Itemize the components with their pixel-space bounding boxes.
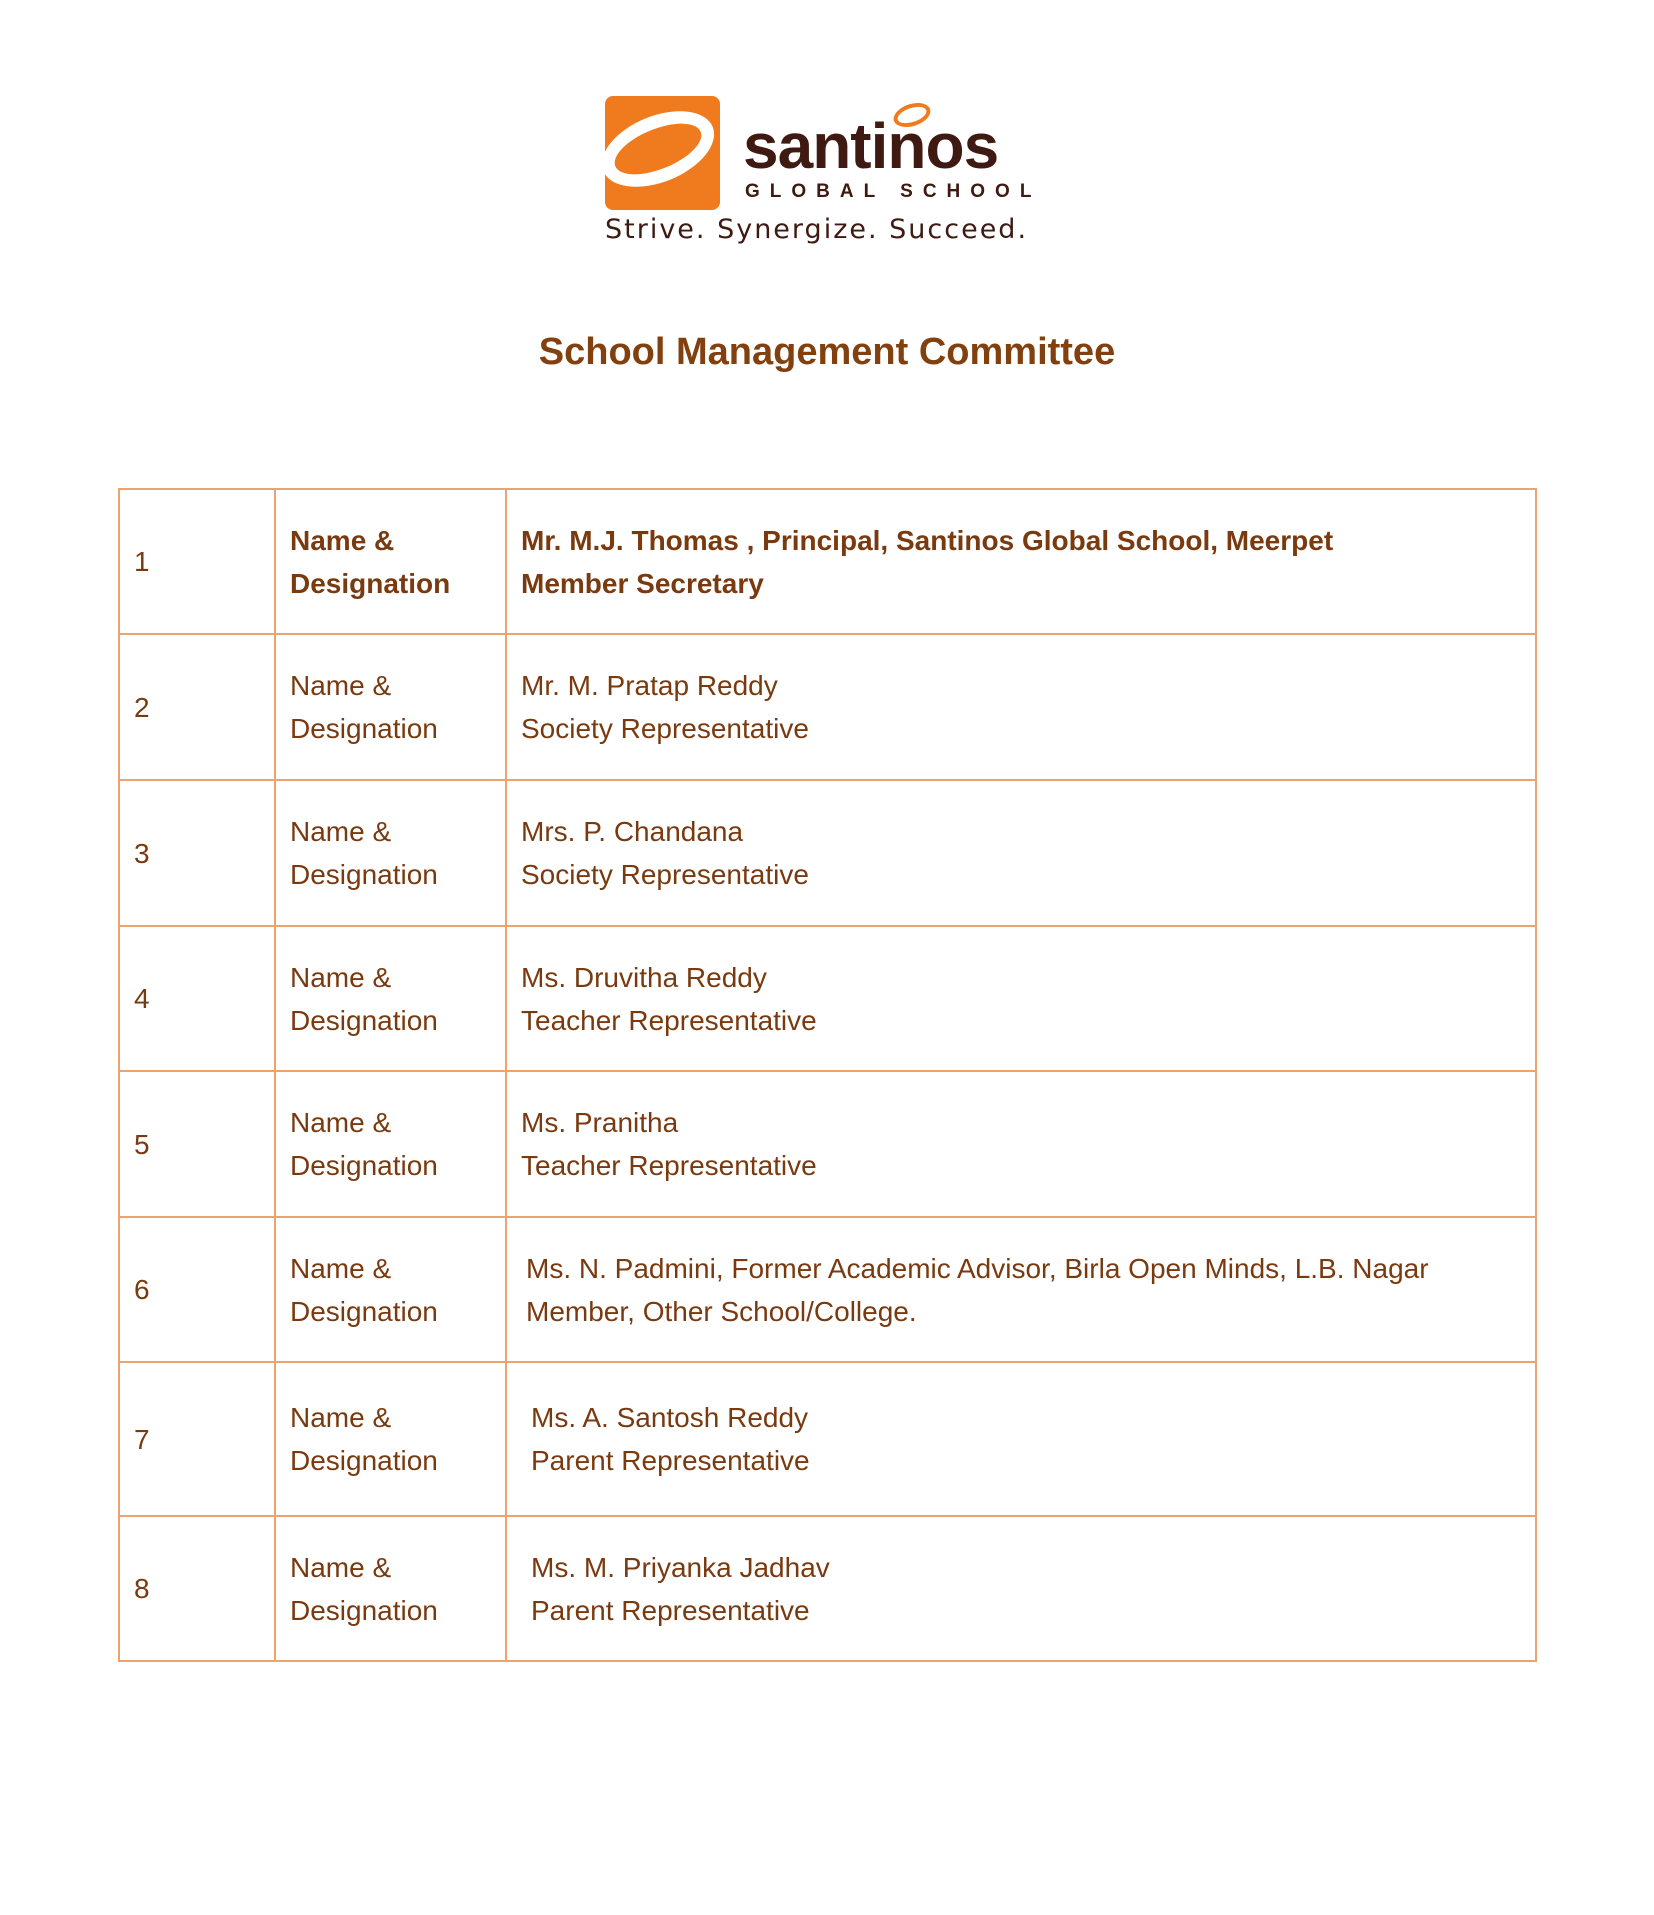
row-number: 1 xyxy=(119,489,275,634)
member-name: Ms. Pranitha xyxy=(521,1107,679,1138)
row-label: Name & Designation xyxy=(275,1362,506,1516)
member-role: Society Representative xyxy=(521,713,809,744)
member-name: Mr. M. Pratap Reddy xyxy=(521,670,778,701)
school-logo xyxy=(605,96,1055,251)
row-label: Name & Designation xyxy=(275,780,506,926)
table-row xyxy=(119,1516,1536,1661)
member-name: Ms. M. Priyanka Jadhav xyxy=(531,1551,830,1583)
table-row xyxy=(119,780,1536,926)
member-details xyxy=(506,926,1536,1071)
member-details xyxy=(506,1071,1536,1217)
member-name: Mr. M.J. Thomas , Principal, Santinos Global School, Meerpet xyxy=(521,524,1334,556)
member-role: Teacher Representative xyxy=(521,1004,817,1036)
row-number: 2 xyxy=(119,634,275,780)
table-row xyxy=(119,489,1536,634)
table-row xyxy=(119,1071,1536,1217)
row-number: 5 xyxy=(119,1071,275,1217)
table-row xyxy=(119,634,1536,780)
logo-tagline: Strive. Synergize. Succeed. xyxy=(605,214,1029,245)
member-name: Ms. Druvitha Reddy xyxy=(521,961,767,993)
member-details xyxy=(506,780,1536,926)
table-row xyxy=(119,1362,1536,1516)
member-name: Ms. A. Santosh Reddy xyxy=(531,1402,809,1433)
logo-mark-icon xyxy=(605,96,720,210)
row-label: Name & Designation xyxy=(275,634,506,780)
table-row xyxy=(119,1217,1536,1362)
row-number: 4 xyxy=(119,926,275,1071)
row-label: Name & Designation xyxy=(275,926,506,1071)
row-label: Name & Designation xyxy=(275,1217,506,1362)
row-number: 8 xyxy=(119,1516,275,1661)
member-details xyxy=(506,1516,1536,1661)
member-details xyxy=(506,1217,1536,1362)
row-number: 3 xyxy=(119,780,275,926)
logo-brand: santinos xyxy=(743,110,999,182)
row-label: Name & Designation xyxy=(275,1071,506,1217)
member-role: Parent Representative xyxy=(531,1594,810,1626)
committee-table xyxy=(118,488,1537,1662)
member-details xyxy=(506,1362,1536,1516)
logo-subtitle: GLOBAL SCHOOL xyxy=(745,181,1042,202)
table-row xyxy=(119,926,1536,1071)
member-role: Member, Other School/College. xyxy=(526,1295,917,1327)
page-title: School Management Committee xyxy=(538,331,1116,373)
member-details xyxy=(506,634,1536,780)
member-role: Member Secretary xyxy=(521,567,764,599)
member-role: Parent Representative xyxy=(531,1445,810,1476)
member-details xyxy=(506,489,1536,634)
row-label: Name & Designation xyxy=(275,489,506,634)
row-number: 7 xyxy=(119,1362,275,1516)
row-label: Name & Designation xyxy=(275,1516,506,1661)
member-name: Ms. N. Padmini, Former Academic Advisor, Birla Open Minds, L.B. Nagar xyxy=(526,1252,1429,1284)
row-number: 6 xyxy=(119,1217,275,1362)
member-role: Teacher Representative xyxy=(521,1150,817,1181)
member-role: Society Representative xyxy=(521,859,809,890)
member-name: Mrs. P. Chandana xyxy=(521,816,744,847)
